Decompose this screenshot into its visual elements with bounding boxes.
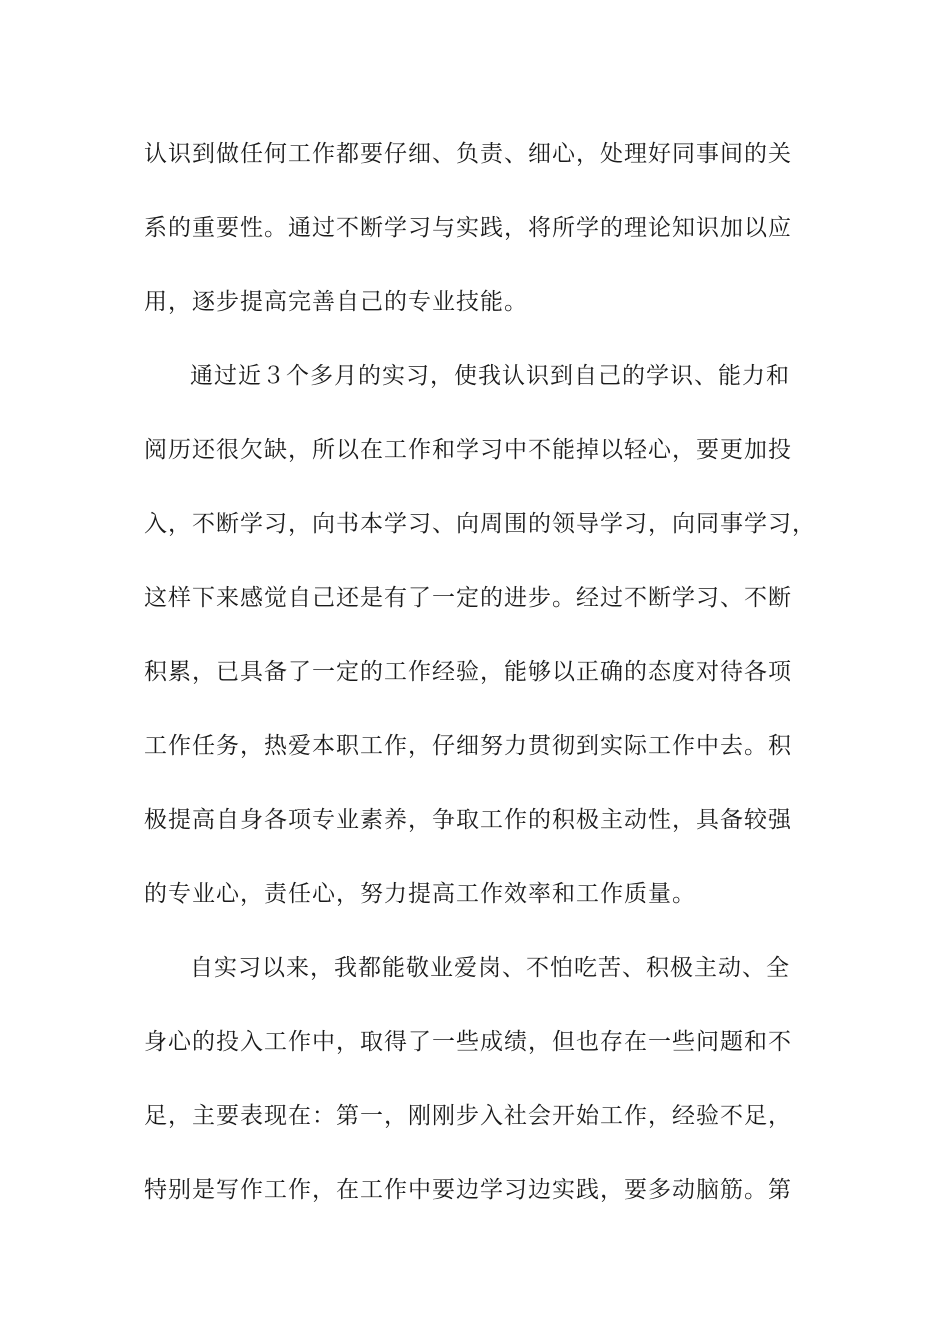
text-line: 的专业心，责任心，努力提高工作效率和工作质量。 (144, 881, 696, 907)
document-body (144, 126, 824, 1236)
text-line: 身心的投入工作中，取得了一些成绩，但也存在一些问题和不 (144, 1029, 792, 1055)
text-line: 积累，已具备了一定的工作经验，能够以正确的态度对待各项 (144, 659, 792, 685)
text-line: 极提高自身各项专业素养，争取工作的积极主动性，具备较强 (144, 807, 792, 833)
paragraph-start-line: 自实习以来，我都能敬业爱岗、不怕吃苦、积极主动、全 (190, 955, 790, 981)
text-line: 足，主要表现在：第一，刚刚步入社会开始工作，经验不足， (144, 1103, 792, 1129)
text-line: 系的重要性。通过不断学习与实践，将所学的理论知识加以应 (144, 215, 792, 241)
text-line: 用，逐步提高完善自己的专业技能。 (144, 289, 528, 315)
text-line: 认识到做任何工作都要仔细、负责、细心，处理好同事间的关 (144, 141, 792, 167)
text-line: 阅历还很欠缺，所以在工作和学习中不能掉以轻心，要更加投 (144, 437, 792, 463)
text-line: 这样下来感觉自己还是有了一定的进步。经过不断学习、不断 (144, 585, 792, 611)
text-line: 工作任务，热爱本职工作，仔细努力贯彻到实际工作中去。积 (144, 733, 792, 759)
paragraph-start-line: 通过近３个多月的实习，使我认识到自己的学识、能力和 (190, 363, 790, 389)
text-line: 入，不断学习，向书本学习、向周围的领导学习，向同事学习， (144, 511, 816, 537)
text-line: 特别是写作工作，在工作中要边学习边实践，要多动脑筋。第 (144, 1177, 792, 1203)
